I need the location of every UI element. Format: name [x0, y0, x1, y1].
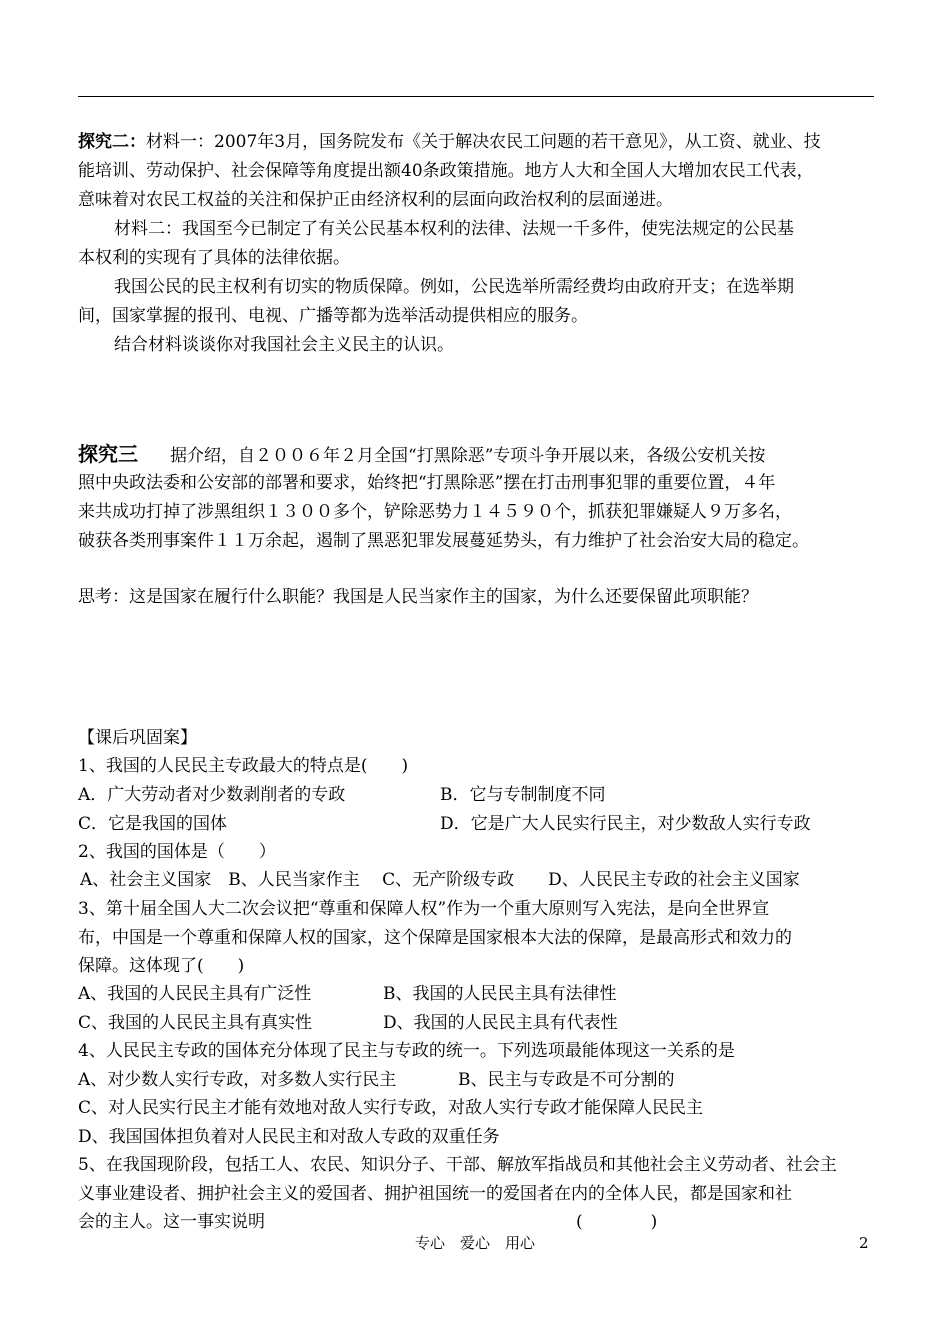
section2-line1: 探究二：材料一：2007年3月，国务院发布《关于解决农民工问题的若干意见》，从工资、就业、技 [78, 132, 821, 152]
q4-option-b: B、民主与专政是不可分割的 [458, 1070, 675, 1090]
q5-answer-paren: ( ) [576, 1212, 658, 1232]
q3-option-a: A、我国的人民民主具有广泛性 [78, 984, 312, 1004]
q2-options: A、社会主义国家 B、人民当家作主 C、无产阶级专政 D、人民民主专政的社会主义国家 [80, 870, 800, 890]
section2-line2: 能培训、劳动保护、社会保障等角度提出额40条政策措施。地方人大和全国人大增加农民工代表， [78, 161, 814, 181]
q3-option-b: B、我国的人民民主具有法律性 [383, 984, 617, 1004]
q5-line1: 5、在我国现阶段，包括工人、农民、知识分子、干部、解放军指战员和其他社会主义劳动者、社会主 [78, 1155, 837, 1175]
section3-line3: 来共成功打掉了涉黑组织１３００多个，铲除恶势力１４５９０个，抓获犯罪嫌疑人９万多名， [78, 502, 792, 522]
q3-option-d: D、我国的人民民主具有代表性 [383, 1013, 618, 1033]
q5-line2: 义事业建设者、拥护社会主义的爱国者、拥护祖国统一的爱国者在内的全体人民，都是国家和社 [78, 1184, 792, 1204]
q2-stem: 2、我国的国体是（ ） [78, 842, 276, 862]
consolidation-title: 【课后巩固案】 [78, 728, 197, 748]
material2-line2: 本权利的实现有了具体的法律依据。 [78, 248, 350, 268]
paragraph3-line2: 间，国家掌握的报刊、电视、广播等都为选举活动提供相应的服务。 [78, 306, 588, 326]
q4-option-c: C、对人民实行民主才能有效地对敌人实行专政，对敌人实行专政才能保障人民民主 [78, 1098, 704, 1118]
q1-stem: 1、我国的人民民主专政最大的特点是( ) [78, 756, 409, 776]
section3-think: 思考：这是国家在履行什么职能？我国是人民当家作主的国家，为什么还要保留此项职能？ [78, 587, 758, 607]
q1-option-d: D．它是广大人民实行民主，对少数敌人实行专政 [440, 814, 811, 834]
q1-option-a: A．广大劳动者对少数剥削者的专政 [78, 785, 346, 805]
q5-line3: 会的主人。这一事实说明 [78, 1212, 265, 1232]
section3-line2: 照中央政法委和公安部的部署和要求，始终把“打黑除恶”摆在打击刑事犯罪的重要位置，４年 [78, 473, 776, 493]
section3-heading: 探究三 [78, 442, 138, 466]
q4-option-d: D、我国国体担负着对人民民主和对敌人专政的双重任务 [78, 1127, 500, 1147]
q1-option-c: C．它是我国的国体 [78, 814, 228, 834]
section2-line3: 意味着对农民工权益的关注和保护正由经济权利的层面向政治权利的层面递进。 [78, 190, 673, 210]
material2-line1: 材料二：我国至今已制定了有关公民基本权利的法律、法规一千多件，使宪法规定的公民基 [114, 219, 794, 239]
q1-option-b: B．它与专制制度不同 [440, 785, 606, 805]
q3-line1: 3、第十届全国人大二次会议把“尊重和保障人权”作为一个重大原则写入宪法，是向全世界宣 [78, 899, 770, 919]
footer-motto: 专心 爱心 用心 [414, 1234, 535, 1252]
paragraph3-line1: 我国公民的民主权利有切实的物质保障。例如，公民选举所需经费均由政府开支；在选举期 [114, 277, 794, 297]
header-rule [78, 96, 874, 97]
page-number: 2 [859, 1234, 869, 1252]
q4-option-a: A、对少数人实行专政，对多数人实行民主 [78, 1070, 397, 1090]
section2-question: 结合材料谈谈你对我国社会主义民主的认识。 [114, 335, 454, 355]
section3-line4: 破获各类刑事案件１１万余起，遏制了黑恶犯罪发展蔓延势头，有力维护了社会治安大局的稳定。 [78, 531, 809, 551]
q4-stem: 4、人民民主专政的国体充分体现了民主与专政的统一。下列选项最能体现这一关系的是 [78, 1041, 735, 1061]
section2-heading: 探究二： [78, 132, 146, 152]
section3-line1: 探究三 据介绍，自２００６年２月全国“打黑除恶”专项斗争开展以来，各级公安机关按 [78, 442, 766, 466]
q3-line2: 布，中国是一个尊重和保障人权的国家，这个保障是国家根本大法的保障，是最高形式和效力的 [78, 928, 792, 948]
q3-line3: 保障。这体现了( ) [78, 956, 245, 976]
q3-option-c: C、我国的人民民主具有真实性 [78, 1013, 313, 1033]
